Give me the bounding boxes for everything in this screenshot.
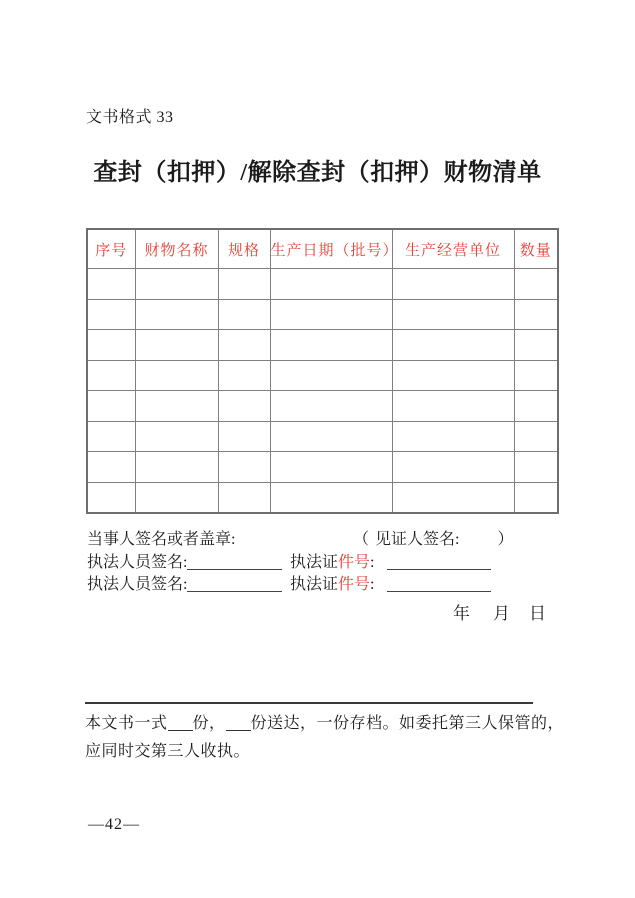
cert-label-colon: : <box>370 576 375 593</box>
table-cell <box>218 421 270 452</box>
table-cell <box>392 330 514 361</box>
table-row <box>87 452 558 483</box>
table-cell <box>270 269 392 300</box>
table-cell <box>218 482 270 513</box>
table-cell <box>135 421 218 452</box>
table-cell <box>514 421 558 452</box>
table-row <box>87 391 558 422</box>
table-cell <box>218 299 270 330</box>
table-cell <box>270 421 392 452</box>
cert-label-red: 件号 <box>338 554 371 571</box>
party-signature-row <box>87 526 557 548</box>
footer-note-part1: 本文书一式 <box>85 715 168 732</box>
footer-note <box>85 710 571 765</box>
table-row <box>87 482 558 513</box>
date-line <box>453 599 546 624</box>
officer-signature-row <box>87 549 557 571</box>
property-table <box>86 228 559 514</box>
month-label: 月 <box>493 604 510 623</box>
table-cell <box>392 421 514 452</box>
table-cell <box>218 330 270 361</box>
copies-blank <box>168 716 193 731</box>
witness-signature <box>353 526 513 549</box>
table-cell <box>514 269 558 300</box>
cert-number-field <box>290 549 491 572</box>
table-cell <box>135 360 218 391</box>
table-cell <box>392 269 514 300</box>
footer-note-part3: 份送达，一份存档。如委托第三人保管的， <box>250 715 565 732</box>
table-cell <box>87 360 135 391</box>
table-cell <box>218 269 270 300</box>
column-header-quantity: 数量 <box>514 229 558 269</box>
table-header-row <box>87 229 558 269</box>
page-title: 查封（扣押）/解除查封（扣押）财物清单 <box>93 160 542 186</box>
column-header-serial: 序号 <box>87 229 135 269</box>
cert-label-black: 执法证 <box>290 554 339 571</box>
table-cell <box>135 299 218 330</box>
officer-signature-label: 执法人员签名: <box>87 576 188 593</box>
table-cell <box>135 269 218 300</box>
footer-divider <box>85 702 533 704</box>
table-cell <box>87 482 135 513</box>
table-cell <box>218 452 270 483</box>
officer-signature-label: 执法人员签名: <box>87 554 188 571</box>
doc-format-label: 文书格式 33 <box>86 109 174 126</box>
table-cell <box>514 391 558 422</box>
column-header-production-date: 生产日期（批号） <box>270 229 392 269</box>
table-cell <box>218 360 270 391</box>
cert-number-field <box>290 571 491 594</box>
table-cell <box>270 452 392 483</box>
cert-blank-line <box>387 555 491 570</box>
table-cell <box>392 360 514 391</box>
table-cell <box>87 391 135 422</box>
table-row <box>87 330 558 361</box>
table-cell <box>135 330 218 361</box>
cert-label-red: 件号 <box>338 576 371 593</box>
table-cell <box>514 482 558 513</box>
table-cell <box>135 391 218 422</box>
table-cell <box>87 421 135 452</box>
table-cell <box>514 360 558 391</box>
table-cell <box>270 299 392 330</box>
page-number: —42— <box>88 816 140 833</box>
footer-note-line2: 应同时交第三人收执。 <box>85 742 251 760</box>
table-cell <box>270 330 392 361</box>
table-cell <box>392 299 514 330</box>
day-label: 日 <box>529 604 546 623</box>
witness-paren-open: （ <box>353 531 370 548</box>
cert-label-colon: : <box>370 554 375 571</box>
cert-label-black: 执法证 <box>290 576 339 593</box>
officer-signature-row <box>87 571 557 593</box>
table-cell <box>218 391 270 422</box>
party-signature-label: 当事人签名或者盖章: <box>87 531 236 548</box>
year-label: 年 <box>453 604 470 623</box>
table-cell <box>514 330 558 361</box>
table-row <box>87 360 558 391</box>
table-cell <box>135 452 218 483</box>
table-row <box>87 269 558 300</box>
table-cell <box>87 269 135 300</box>
table-cell <box>270 360 392 391</box>
witness-paren-close: ） <box>497 531 514 548</box>
table-cell <box>87 299 135 330</box>
table-cell <box>87 452 135 483</box>
table-cell <box>270 391 392 422</box>
table-cell <box>392 452 514 483</box>
table-row <box>87 421 558 452</box>
served-blank <box>226 716 251 731</box>
signature-blank-line <box>187 577 282 592</box>
table-cell <box>135 482 218 513</box>
table-cell <box>514 452 558 483</box>
column-header-property-name: 财物名称 <box>135 229 218 269</box>
column-header-spec: 规格 <box>218 229 270 269</box>
cert-blank-line <box>387 577 491 592</box>
column-header-production-unit: 生产经营单位 <box>392 229 514 269</box>
table-cell <box>392 391 514 422</box>
table-cell <box>392 482 514 513</box>
witness-signature-label: 见证人签名: <box>375 531 460 548</box>
table-cell <box>270 482 392 513</box>
table-row <box>87 299 558 330</box>
table-cell <box>87 330 135 361</box>
footer-note-part2: 份， <box>192 715 226 732</box>
table-cell <box>514 299 558 330</box>
signature-blank-line <box>187 555 282 570</box>
